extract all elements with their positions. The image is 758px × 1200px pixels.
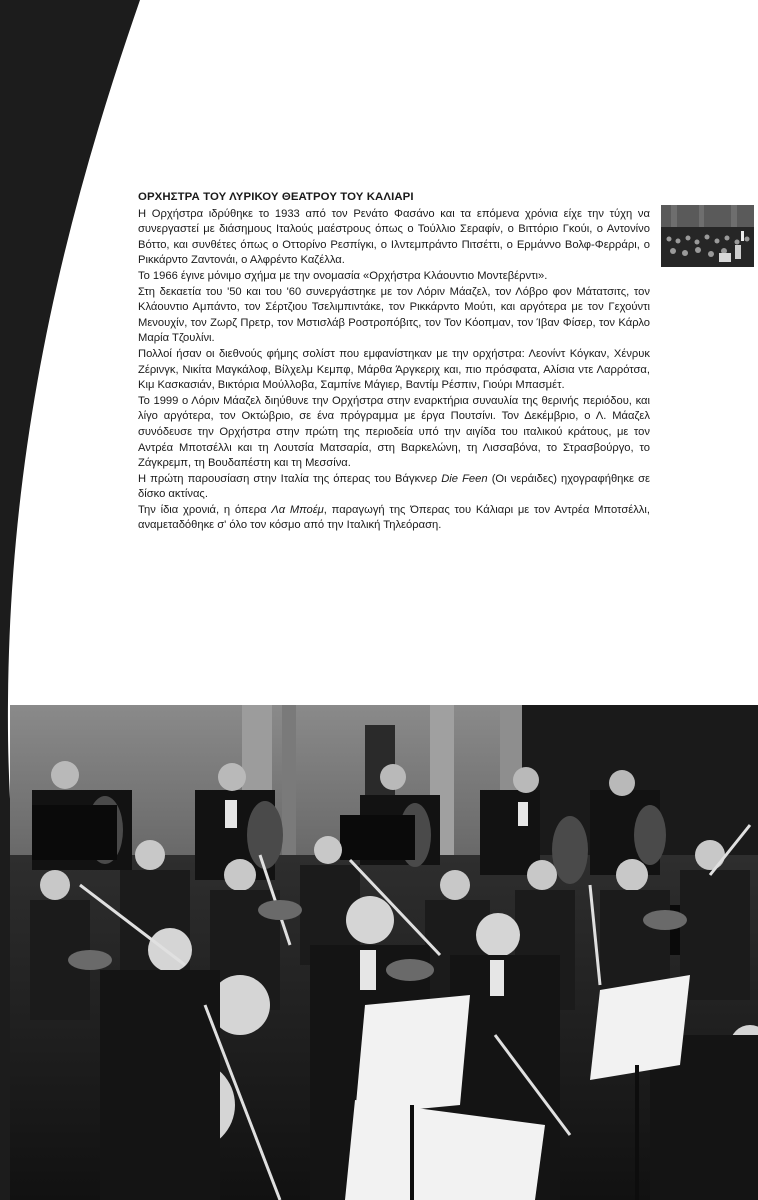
opera-title-die-feen: Die Feen <box>441 472 488 485</box>
paragraph-die-feen: Η πρώτη παρουσίαση στην Ιταλία της όπερας του Βάγκνερ Die Feen (Οι νεράιδες) ηχογραφήθηκε σε δίσκο ακτίνας. <box>138 472 650 501</box>
orchestra-thumbnail-photo <box>661 205 754 267</box>
orchestra-performance-photo <box>10 705 758 1200</box>
paragraph-1999: Το 1999 ο Λόριν Μάαζελ διηύθυνε την Ορχήστρα στην εναρκτήρια συναυλία της θερινής περιόδου, και λίγο αργότερα, τον Οκτώβριο, σε ένα πρόγραμμα με έργα Πουτσίνι. Τον Δεκέμβριο, ο Λ. Μάαζελ συνόδευσε την Ορχήστρα στην πρώτη της περιοδεία υπό την αιγίδα του ιταλικού κράτους, με τον Αντρέα Μποτσέλλι και τη Λουτσία Ματσαρία, στη Βαρκελώνη, τη Λισσαβόνα, το Στρασβούργο, το Ζάγκρεμπ, τη Βουδαπέστη και τη Μεσσίνα. <box>138 394 650 470</box>
paragraph-1966: Το 1966 έγινε μόνιμο σχήμα με την ονομασία «Ορχήστρα Κλάουντιο Μοντεβέρντι». <box>138 269 548 282</box>
paragraph-la-boheme: Την ίδια χρονιά, η όπερα Λα Μποέμ, παραγωγή της Όπερας του Κάλιαρι με τον Αντρέα Μποτσέλλι, αναμεταδόθηκε σ' όλο τον κόσμο από την Ιταλική Τηλεόραση. <box>138 503 650 532</box>
paragraph-history: Η Ορχήστρα ιδρύθηκε το 1933 από τον Ρενάτο Φασάνο και τα επόμενα χρόνια είχε την τύχη να συνεργαστεί με διάσημους Ιταλούς μαέστρους όπως ο Τούλλιο Σεραφίν, ο Βιττόριο Γκούι, ο Αντονίνο Βόττο, και συνθέτες όπως ο Οττορίνο Ρεσπίγκι, ο Ιλντεμπράντο Πιτσέττι, ο Ερμάννο Βολφ-Φερράρι, ο Ρικκάρντο Ζαντονάι, ο Αλφρέντο Καζέλλα. <box>138 207 650 267</box>
opera-title-la-boheme: Λα Μποέμ <box>271 503 324 516</box>
paragraph-soloists: Πολλοί ήσαν οι διεθνούς φήμης σολίστ που εμφανίστηκαν με την ορχήστρα: Λεονίντ Κόγκαν, Χένρυκ Ζέρινγκ, Νικίτα Μαγκάλοφ, Βίλχελμ Κεμπφ, Μάρθα Άργκεριχ και, πιο πρόσφατα, Αλίσια ντε Λαρρότσα, Κιμ Κασκασιάν, Βικτόρια Μούλλοβα, Σαμπίνε Μάγιερ, Βαντίμ Ρέσπιν, Γιούρι Μπασμέτ. <box>138 347 650 392</box>
paragraph-conductors: Στη δεκαετία του '50 και του '60 συνεργάστηκε με τον Λόριν Μάαζελ, τον Λόβρο φον Μάτατσιτς, τον Κλάουντιο Αμπάντο, τον Σέρτζιου Τσελιμπιντάκε, τον Ρικκάρντο Μούτι, και αργότερα με τον Γεχούντι Μενουχίν, τον Ζωρζ Πρετρ, τον Μστισλάβ Ροστροπόβιτς, τον Τον Κόοπμαν, τον Ίβαν Φίσερ, τον Κάρλο Μαρία Τζουλίνι. <box>138 285 650 345</box>
article <box>138 190 650 534</box>
article-title: ΟΡΧΗΣΤΡΑ ΤΟΥ ΛΥΡΙΚΟΥ ΘΕΑΤΡΟΥ ΤΟΥ ΚΑΛΙΑΡΙ <box>138 191 414 203</box>
